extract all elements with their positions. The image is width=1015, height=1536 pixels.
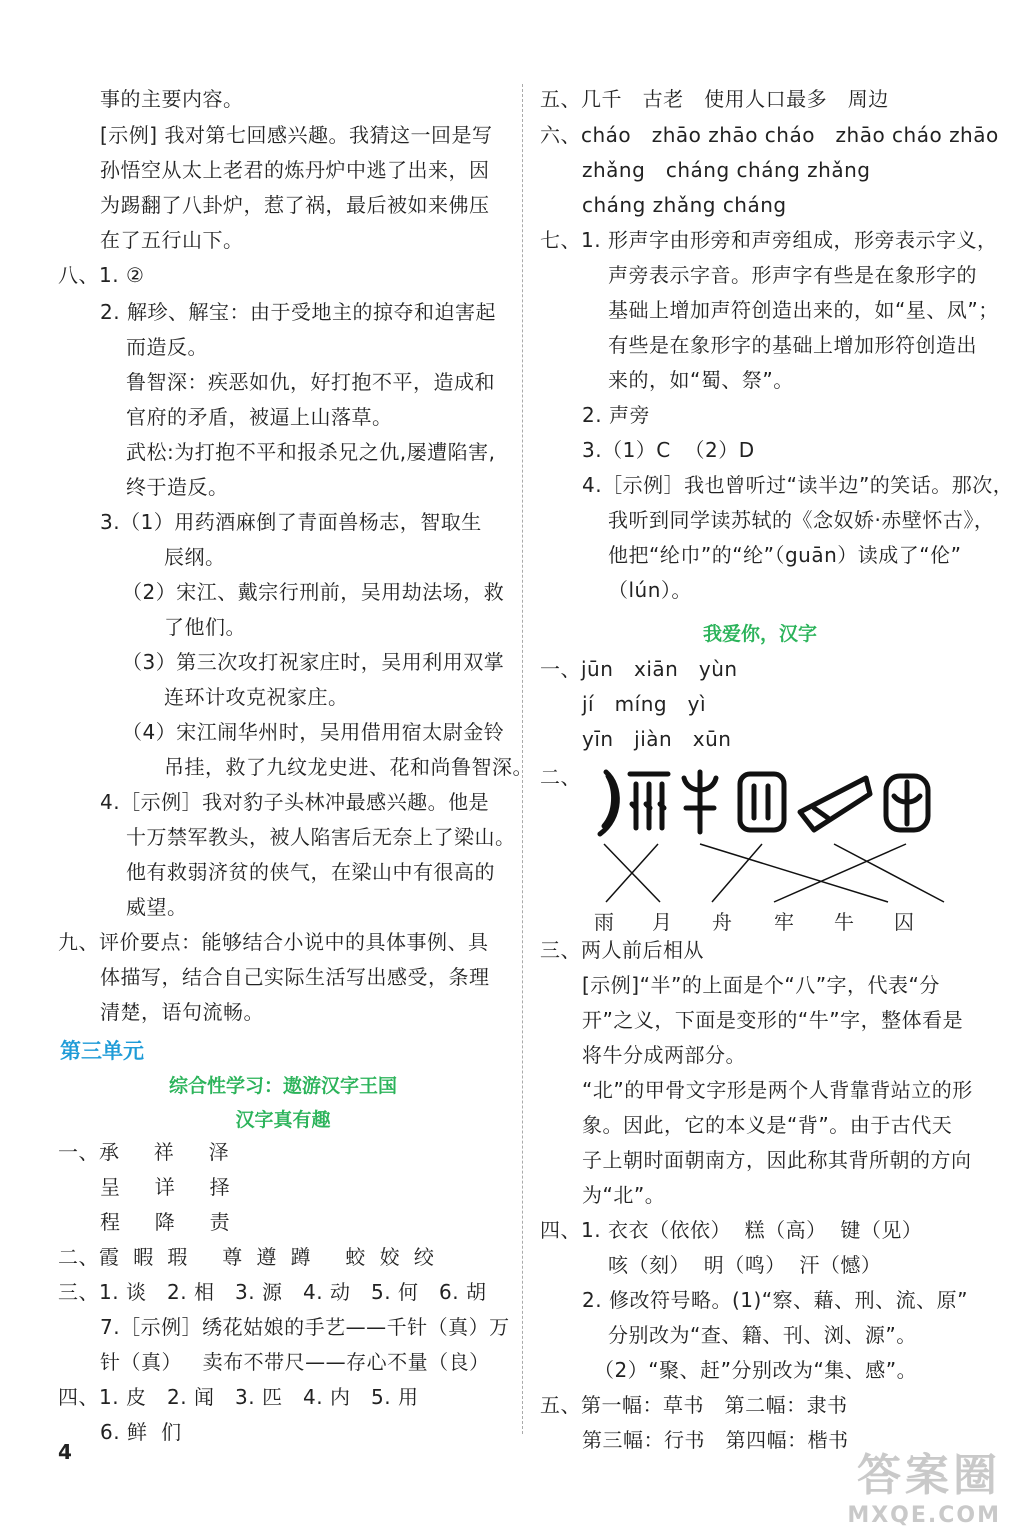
modern-char: 月 [652,910,672,934]
oracle-glyph-ox [684,772,716,832]
answer-7-2: 2. 声旁 [582,403,650,427]
text-line: （4）宋江闹华州时，吴用借用宿太尉金铃 [122,720,505,744]
unit-title: 第三单元 [60,1039,144,1063]
answer-7-4: 4.［示例］我也曾听过“读半边”的笑话。那次， [582,473,1014,497]
oracle-glyph-moon [600,772,617,834]
text-line: 开”之义，下面是变形的“牛”字，整体看是 [582,1008,964,1032]
watermark [847,1439,1001,1528]
text-line: 第三幅：行书 第四幅：楷书 [582,1428,849,1452]
text-line: 而造反。 [126,335,208,359]
text-line: 基础上增加声符创造出来的，如“星、凤”； [608,298,999,322]
text-line: yīn jiàn xūn [582,727,732,751]
text-line: 鲁智深：疾恶如仇，好打抱不平，造成和 [126,370,495,394]
text-line: 2. 修改符号略。(1)“察、藉、刑、流、原” [582,1288,968,1312]
answer-pinyin-1: 一、jūn xiān yùn [540,657,738,681]
text-line: 程 降 责 [100,1210,231,1234]
text-line: 呈 详 择 [100,1175,231,1199]
answer-6: 六、cháo zhāo zhāo cháo zhāo cháo zhāo [540,123,999,147]
oracle-glyph-boat [800,778,870,830]
text-line: 了他们。 [164,615,246,639]
match-line [712,844,762,902]
section-subtitle: 汉字真有趣 [235,1109,331,1131]
text-line: 辰纲。 [164,545,226,569]
text-line: 官府的矛盾，被逼上山落草。 [126,405,393,429]
section-title: 综合性学习：遨游汉字王国 [168,1075,397,1097]
text-line: 在了五行山下。 [100,228,244,252]
text-line: 连环计攻克祝家庄。 [164,685,349,709]
text-line: （lún）。 [608,578,692,602]
text-line: zhǎng cháng cháng zhǎng [582,158,871,182]
text-line: 事的主要内容。 [100,87,244,111]
text-line: 为“北”。 [582,1183,666,1207]
answer-7-3: 3.（1）C （2）D [582,438,755,462]
text-line: 咳（刻） 明（鸣） 汗（憾） [608,1253,882,1277]
text-line: 十万禁军教头，被人陷害后无奈上了梁山。 [126,825,516,849]
text-line: （2）“聚、赶”分别改为“集、感”。 [594,1358,918,1382]
watermark-url: MXQE.COM [847,1503,1001,1528]
answer-1: 一、承 祥 泽 [58,1140,230,1164]
answer-5: 五、几千 古老 使用人口最多 周边 [540,87,889,111]
oracle-glyph-rain [630,774,668,828]
modern-char: 牢 [774,910,794,934]
text-line: 子上朝时面朝南方，因此称其背所朝的方向 [582,1148,972,1172]
answer-2: 二、霞 暇 瑕 尊 遵 蹲 蛟 姣 绞 [58,1245,435,1269]
text-line: 吊挂，救了九纹龙史进、花和尚鲁智深。 [164,755,533,779]
text-line: 为踢翻了八卦炉，惹了祸，最后被如来佛压 [100,193,490,217]
match-line [834,844,944,902]
section-title: 我爱你，汉字 [702,623,817,645]
answer-8-2: 2. 解珍、解宝：由于受地主的掠夺和迫害起 [100,300,496,324]
text-line: 象。因此，它的本义是“背”。由于古代天 [582,1113,953,1137]
modern-char: 舟 [712,910,732,934]
answer-2-label: 二、 [540,765,581,789]
text-line: 分别改为“查、籍、刊、浏、源”。 [608,1323,917,1347]
text-line: jí míng yì [582,692,707,716]
text-line: 来的，如“蜀、祭”。 [608,368,794,392]
text-line: 孙悟空从太上老君的炼丹炉中逃了出来，因 [100,158,490,182]
page-number: 4 [58,1440,72,1464]
text-line: 7.［示例］绣花姑娘的手艺——千针（真）万 [100,1315,510,1339]
text-line: 威望。 [126,895,188,919]
text-line: 6. 鲜 们 [100,1420,182,1444]
answer-3: 三、两人前后相从 [540,938,704,962]
answer-8-4: 4.［示例］我对豹子头林冲最感兴趣。他是 [100,790,490,814]
text-line: 他把“纶巾”的“纶”（guān）读成了“伦” [608,543,962,567]
text-line: 将牛分成两部分。 [582,1043,746,1067]
match-line [606,844,658,902]
text-line: 清楚，语句流畅。 [100,1000,264,1024]
oracle-glyphs-figure [588,764,968,840]
answer-5-b: 五、第一幅：草书 第二幅：隶书 [540,1393,848,1417]
answer-4: 四、1. 衣衣（依依） 糕（高） 键（见） [540,1218,923,1242]
answer-4: 四、1. 皮 2. 闻 3. 匹 4. 内 5. 用 [58,1385,419,1409]
text-line: cháng zhǎng cháng [582,193,787,217]
text-line: 他有救弱济贫的侠气，在梁山中有很高的 [126,860,495,884]
text-line: 有些是在象形字的基础上增加形符创造出 [608,333,977,357]
text-line: （2）宋江、戴宗行刑前，吴用劫法场，救 [122,580,505,604]
answer-9: 九、评价要点：能够结合小说中的具体事例、具 [58,930,489,954]
text-line: [示例]“半”的上面是个“八”字，代表“分 [582,973,940,997]
modern-char: 雨 [594,910,614,934]
text-line: （3）第三次攻打祝家庄时，吴用利用双掌 [122,650,505,674]
answer-3: 三、1. 谈 2. 相 3. 源 4. 动 5. 何 6. 胡 [58,1280,487,1304]
text-line: 终于造反。 [126,475,229,499]
text-line: [示例] 我对第七回感兴趣。我猜这一回是写 [100,123,493,147]
text-line: 声旁表示字音。形声字有些是在象形字的 [608,263,977,287]
answer-7-1: 七、1. 形声字由形旁和声旁组成，形旁表示字义， [540,228,998,252]
oracle-glyph-prison [740,774,784,830]
matching-lines [588,840,968,906]
text-line: 武松:为打抱不平和报杀兄之仇,屡遭陷害, [126,440,496,464]
text-line: 针（真） 卖布不带尺——存心不量（良） [100,1350,490,1374]
answer-8-3: 3.（1）用药酒麻倒了青面兽杨志，智取生 [100,510,482,534]
modern-char: 牛 [834,910,854,934]
text-line: “北”的甲骨文字形是两个人背靠背站立的形 [582,1078,973,1102]
watermark-logo: 答案圈 [857,1450,1001,1501]
modern-char: 囚 [894,910,914,934]
text-line: 体描写，结合自己实际生活写出感受，条理 [100,965,490,989]
text-line: 我听到同学读苏轼的《念奴娇·赤壁怀古》， [608,508,995,532]
answer-8-1: 八、1. ② [58,263,145,287]
oracle-glyph-pen [886,776,928,830]
